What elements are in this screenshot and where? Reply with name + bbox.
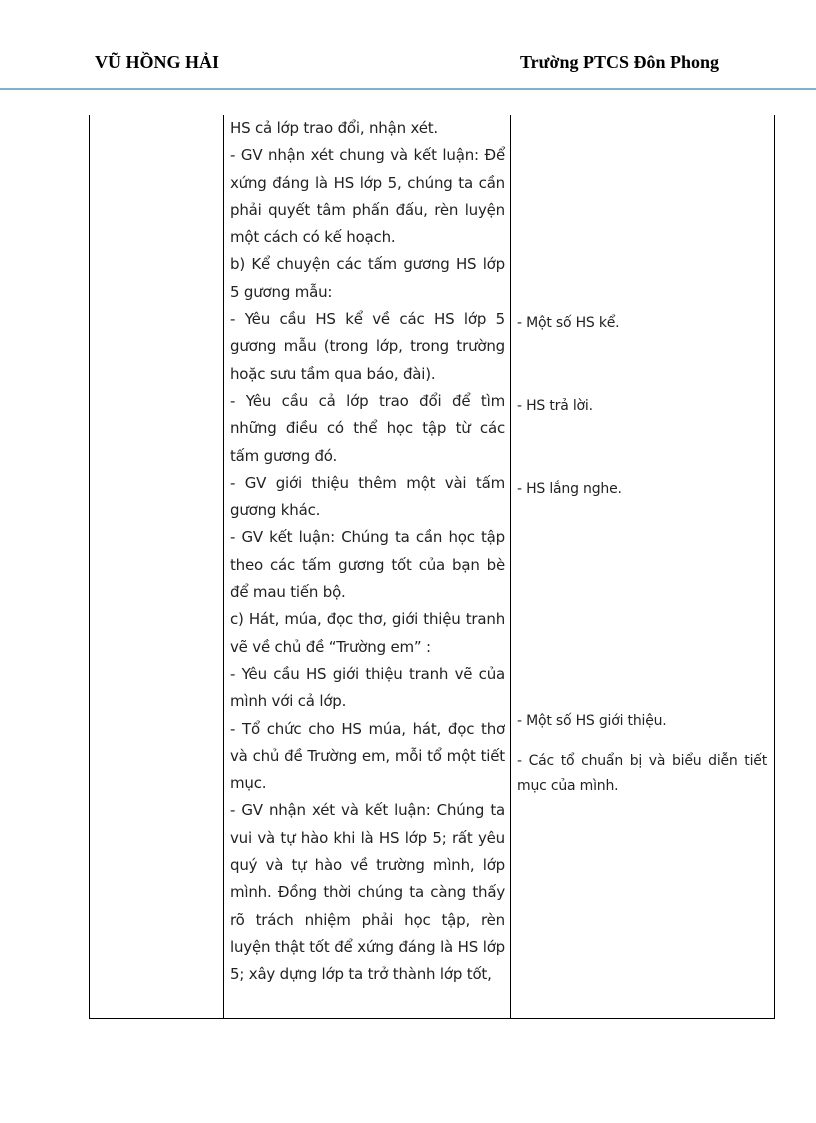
student-activity: - HS lắng nghe.	[517, 481, 622, 497]
header-divider	[0, 88, 816, 90]
student-activity: - Một số HS giới thiệu.	[517, 713, 667, 729]
teacher-activity: - GV nhận xét và kết luận: Chúng ta vui và tự hào khi là HS lớp 5; rất yêu quý và tự hào về trường mình, lớp mình. Đồng thời chúng ta càng thấy rõ trách nhiệm phải học tập, rèn luyện thật tốt để xứng đáng là HS lớp 5; xây dựng lớp ta trở thành lớp tốt,	[230, 801, 505, 984]
lesson-table	[89, 115, 775, 1019]
student-activity: - HS trả lời.	[517, 398, 593, 414]
teacher-activity: - GV giới thiệu thêm một vài tấm gương khác.	[230, 473, 505, 520]
teacher-activity: HS cả lớp trao đổi, nhận xét.	[230, 119, 438, 137]
header-school: Trường PTCS Đôn Phong	[520, 52, 719, 72]
student-activity: - Một số HS kể.	[517, 315, 620, 331]
teacher-activity: - Tổ chức cho HS múa, hát, đọc thơ và chủ đề Trường em, mỗi tổ một tiết mục.	[230, 719, 505, 793]
column-divider-2	[510, 115, 511, 1018]
student-activity: - Các tổ chuẩn bị và biểu diễn tiết mục của mình.	[517, 753, 767, 794]
teacher-activity: c) Hát, múa, đọc thơ, giới thiệu tranh vẽ về chủ đề “Trường em” :	[230, 610, 505, 656]
teacher-activity: - Yêu cầu HS kể về các HS lớp 5 gương mẫu (trong lớp, trong trường hoặc sưu tầm qua báo, đài).	[230, 310, 505, 383]
teacher-activity: - Yêu cầu HS giới thiệu tranh vẽ của mình với cả lớp.	[230, 664, 505, 711]
header-author: VŨ HỒNG HẢI	[95, 52, 220, 72]
teacher-activities-column	[230, 115, 505, 989]
teacher-activity: - GV kết luận: Chúng ta cần học tập theo các tấm gương tốt của bạn bè để mau tiến bộ.	[230, 528, 505, 602]
teacher-activity: - GV nhận xét chung và kết luận: Để xứng đáng là HS lớp 5, chúng ta cần phải quyết tâm phấn đấu, rèn luyện một cách có kế hoạch.	[230, 146, 505, 247]
teacher-activity: b) Kể chuyện các tấm gương HS lớp 5 gương mẫu:	[230, 255, 505, 301]
column-divider-1	[223, 115, 224, 1018]
teacher-activity: - Yêu cầu cả lớp trao đổi để tìm những điều có thể học tập từ các tấm gương đó.	[230, 391, 505, 465]
